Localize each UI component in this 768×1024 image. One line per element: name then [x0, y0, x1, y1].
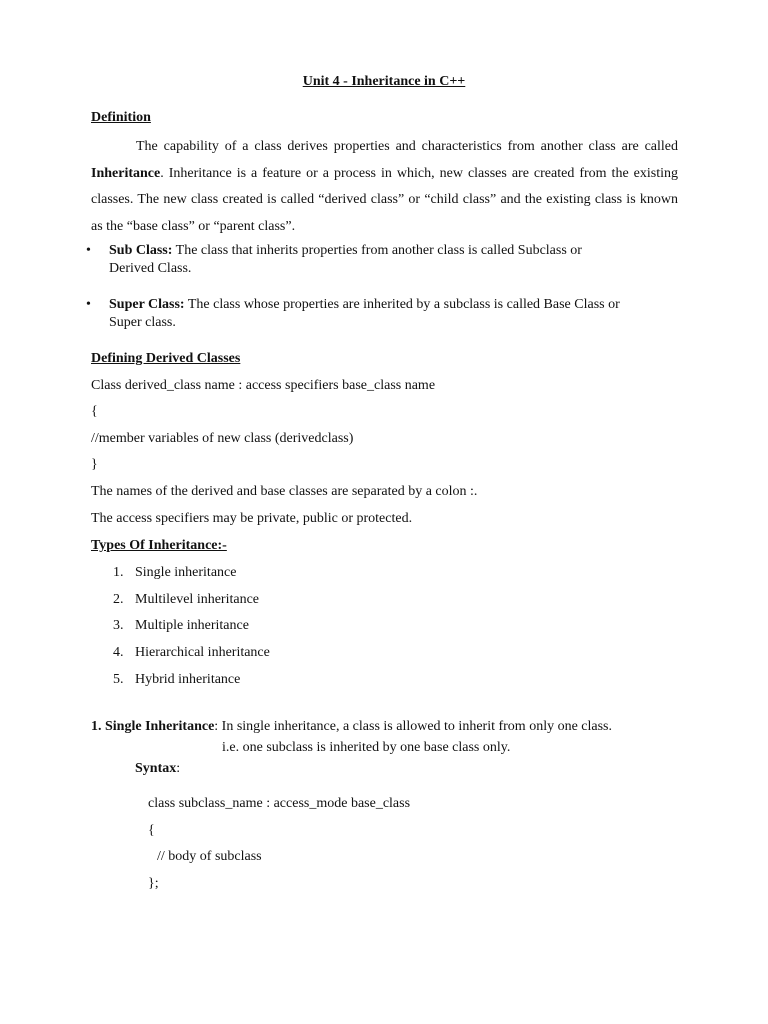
bullet-text-continued: Super class.: [109, 315, 176, 330]
derived-note-access: The access specifiers may be private, public or protected.: [91, 511, 413, 526]
list-number: 3.: [113, 618, 124, 633]
definition-term: Inheritance: [91, 165, 161, 181]
derived-note-colon: The names of the derived and base classes are separated by a colon :.: [91, 484, 478, 499]
code-line: {: [148, 823, 155, 838]
page-title: [0, 73, 768, 91]
list-number: 2.: [113, 592, 124, 607]
list-item: Hybrid inheritance: [135, 672, 241, 687]
single-inheritance-term: 1. Single Inheritance: [91, 719, 215, 734]
bullet-marker: •: [86, 243, 91, 258]
list-number: 5.: [113, 672, 124, 687]
syntax-label-line: [135, 760, 180, 778]
single-inheritance-text-continued: i.e. one subclass is inherited by one base class only.: [222, 740, 511, 755]
derived-open-brace: {: [91, 404, 98, 419]
bullet-text-continued: Derived Class.: [109, 261, 192, 276]
page-title-text: Unit 4 - Inheritance in C++: [302, 74, 466, 89]
code-line: // body of subclass: [150, 849, 262, 864]
list-item: Multilevel inheritance: [135, 592, 260, 607]
list-item: Hierarchical inheritance: [135, 645, 270, 660]
derived-heading: Defining Derived Classes: [91, 351, 241, 366]
bullet-item-subclass: [109, 242, 689, 278]
bullet-term: Super Class:: [109, 297, 185, 312]
syntax-label: Syntax: [135, 761, 177, 776]
types-heading: Types Of Inheritance:-: [91, 538, 227, 553]
derived-close-brace: }: [91, 457, 98, 472]
bullet-text: The class that inherits properties from another class is called Subclass or: [172, 243, 582, 258]
list-number: 4.: [113, 645, 124, 660]
code-line: class subclass_name : access_mode base_class: [148, 796, 411, 811]
list-number: 1.: [113, 565, 124, 580]
definition-paragraph: [91, 134, 678, 241]
list-item: Multiple inheritance: [135, 618, 249, 633]
syntax-colon: :: [176, 761, 181, 776]
definition-text-2: . Inheritance is a feature or a process in which, new classes are created from the existing classes. The new class created is called “derived class” or “child class” and the existing class is known as the “base class” or “parent class”.: [91, 165, 678, 235]
single-inheritance-line: [91, 718, 612, 736]
definition-text-1: The capability of a class derives properties and characteristics from another class are called: [136, 139, 678, 154]
bullet-item-superclass: [109, 296, 689, 332]
derived-syntax-line: Class derived_class name : access specifiers base_class name: [91, 378, 436, 393]
bullet-marker: •: [86, 297, 91, 312]
definition-heading: Definition: [91, 110, 151, 125]
code-line: };: [148, 876, 159, 891]
list-item: Single inheritance: [135, 565, 237, 580]
derived-comment-line: //member variables of new class (derivedclass): [91, 431, 354, 446]
bullet-text: The class whose properties are inherited by a subclass is called Base Class or: [184, 297, 620, 312]
bullet-term: Sub Class:: [109, 243, 173, 258]
single-inheritance-text: : In single inheritance, a class is allowed to inherit from only one class.: [214, 719, 613, 734]
